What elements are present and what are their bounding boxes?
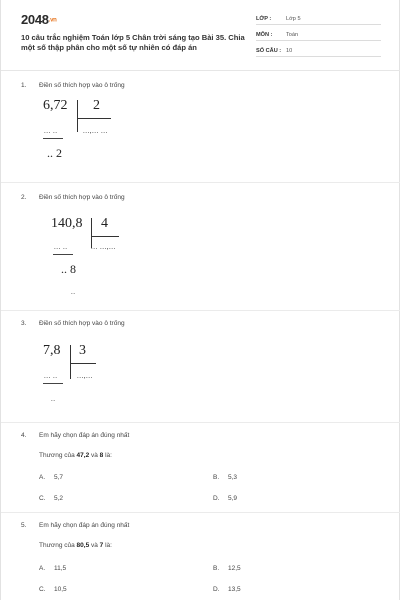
q2-quotient-blank[interactable]: ... ...,... xyxy=(91,243,116,251)
question-3-text: Điền số thích hợp vào ô trống xyxy=(39,320,125,327)
q4-option-b[interactable] xyxy=(213,474,293,484)
option-letter: D. xyxy=(213,495,220,502)
q5-prompt-dividend: 80,5 xyxy=(76,542,90,549)
option-text: 13,5 xyxy=(228,586,241,593)
q4-option-d[interactable] xyxy=(213,495,293,505)
question-5-prompt xyxy=(39,542,112,549)
q3-dividend: 7,8 xyxy=(43,343,61,358)
q3-quotient-blank[interactable]: ...,... xyxy=(77,372,93,380)
site-logo[interactable] xyxy=(21,12,57,27)
q5-option-b[interactable] xyxy=(213,565,293,575)
q2-remainder[interactable]: .. 8 xyxy=(61,262,76,276)
question-1-text: Điền số thích hợp vào ô trống xyxy=(39,82,125,89)
page-title: 10 câu trắc nghiệm Toán lớp 5 Chân trời sáng tạo Bài 35. Chia một số thập phân cho một số tự nhiên có đáp án xyxy=(21,33,245,52)
question-4-prompt xyxy=(39,452,112,459)
q3-divisor: 3 xyxy=(79,343,86,358)
q4-prompt-post: là: xyxy=(103,452,112,459)
question-5-text: Em hãy chọn đáp án đúng nhất xyxy=(39,522,130,529)
meta-class xyxy=(256,13,381,25)
q2-dividend: 140,8 xyxy=(51,216,83,231)
q2-quotient-line xyxy=(91,236,119,237)
q3-extra-blank[interactable]: .. xyxy=(51,395,56,403)
q2-subtract-line xyxy=(53,254,73,255)
logo-number: 2048 xyxy=(21,12,49,27)
q4-option-c[interactable] xyxy=(39,495,119,505)
question-1-number: 1. xyxy=(21,82,27,89)
question-separator xyxy=(1,182,400,183)
option-letter: D. xyxy=(213,586,220,593)
q1-division-bar xyxy=(77,100,78,132)
q5-option-d[interactable] xyxy=(213,586,293,596)
q2-product-blank[interactable]: ... .. xyxy=(54,243,68,251)
q5-prompt-divisor: 7 xyxy=(99,542,104,549)
option-text: 11,5 xyxy=(54,565,67,572)
meta-class-value: Lớp 5 xyxy=(286,16,301,22)
question-2-text: Điền số thích hợp vào ô trống xyxy=(39,194,125,201)
question-2-division xyxy=(49,216,149,306)
question-4-number: 4. xyxy=(21,432,27,439)
q1-quotient-line xyxy=(77,118,111,119)
q1-divisor: 2 xyxy=(93,98,100,113)
question-separator xyxy=(1,310,400,311)
q4-prompt-pre: Thương của xyxy=(39,452,77,459)
header-divider xyxy=(1,70,400,71)
q3-quotient-line xyxy=(70,363,96,364)
q1-dividend: 6,72 xyxy=(43,98,68,113)
option-text: 5,7 xyxy=(54,474,64,481)
option-letter: C. xyxy=(39,495,46,502)
question-separator xyxy=(1,422,400,423)
option-letter: A. xyxy=(39,565,46,572)
option-text: 5,9 xyxy=(228,495,238,502)
meta-class-key: LỚP : xyxy=(256,16,272,22)
option-letter: B. xyxy=(213,565,220,572)
question-4-text: Em hãy chọn đáp án đúng nhất xyxy=(39,432,130,439)
q2-divisor: 4 xyxy=(101,216,108,231)
option-letter: A. xyxy=(39,474,46,481)
question-2-number: 2. xyxy=(21,194,27,201)
question-separator xyxy=(1,512,400,513)
q5-prompt-mid: và xyxy=(89,542,100,549)
option-text: 5,3 xyxy=(228,474,238,481)
option-text: 12,5 xyxy=(228,565,241,572)
q4-prompt-divisor: 8 xyxy=(99,452,104,459)
option-letter: C. xyxy=(39,586,46,593)
option-text: 5,2 xyxy=(54,495,64,502)
q5-option-c[interactable] xyxy=(39,586,119,596)
option-text: 10,5 xyxy=(54,586,67,593)
question-3-number: 3. xyxy=(21,320,27,327)
question-5-number: 5. xyxy=(21,522,27,529)
q4-prompt-dividend: 47,2 xyxy=(76,452,90,459)
meta-count-key: SỐ CÂU : xyxy=(256,48,282,54)
q5-prompt-pre: Thương của xyxy=(39,542,77,549)
q4-prompt-mid: và xyxy=(89,452,100,459)
q1-remainder[interactable]: .. 2 xyxy=(47,146,62,160)
logo-domain: .vn xyxy=(48,17,57,24)
q4-option-a[interactable] xyxy=(39,474,119,484)
question-3-division xyxy=(41,343,121,413)
question-1-division xyxy=(41,98,131,168)
meta-subject-value: Toán xyxy=(286,32,299,38)
meta-count xyxy=(256,45,381,57)
meta-count-value: 10 xyxy=(286,48,293,54)
q5-prompt-post: là: xyxy=(103,542,112,549)
q3-subtract-line xyxy=(43,383,63,384)
q3-division-bar xyxy=(70,345,71,379)
q2-extra-blank[interactable]: .. xyxy=(71,288,76,296)
q1-subtract-line xyxy=(43,138,63,139)
q5-option-a[interactable] xyxy=(39,565,119,575)
q1-quotient-blank[interactable]: ...,... ... xyxy=(83,127,108,135)
meta-subject-key: MÔN : xyxy=(256,32,273,38)
q3-product-blank[interactable]: ... .. xyxy=(44,372,58,380)
meta-subject xyxy=(256,29,381,41)
option-letter: B. xyxy=(213,474,220,481)
q1-product-blank[interactable]: ... .. xyxy=(44,127,58,135)
